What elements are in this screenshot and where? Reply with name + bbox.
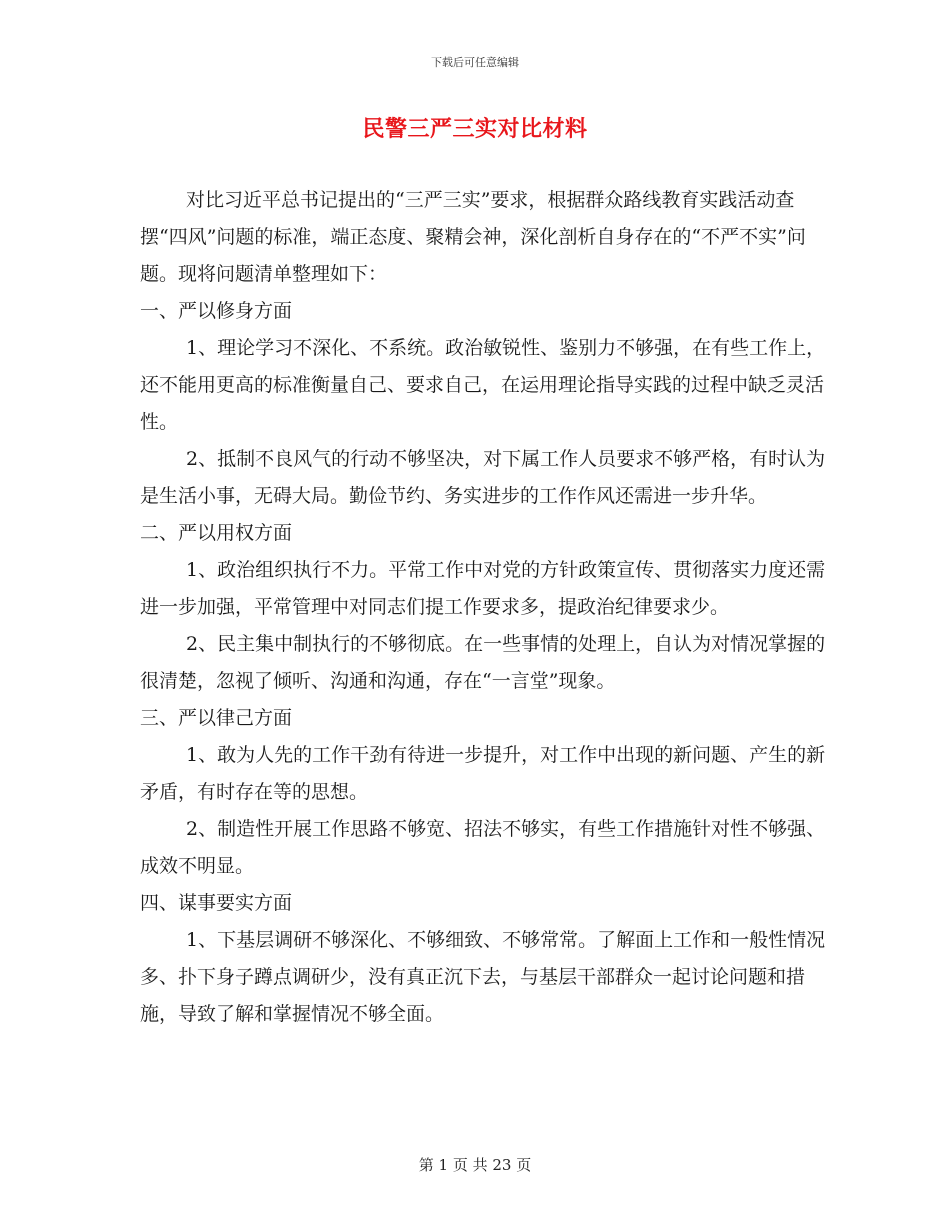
- list-item: 2、民主集中制执行的不够彻底。在一些事情的处理上，自认为对情况掌握的很清楚，忽视了倾听、沟通和沟通，存在“一言堂”现象。: [140, 633, 826, 692]
- list-item: 2、抵制不良风气的行动不够坚决，对下属工作人员要求不够严格，有时认为是生活小事，无碍大局。勤俭节约、务实进步的工作作风还需进一步升华。: [140, 448, 826, 507]
- section-heading-2: 二、严以用权方面: [140, 522, 293, 544]
- document-body: [140, 182, 830, 1033]
- intro-paragraph: 对比习近平总书记提出的“三严三实”要求，根据群众路线教育实践活动查摆“四风”问题的标准，端正态度、聚精会神，深化剖析自身存在的“不严不实”问题。现将问题清单整理如下：: [140, 189, 806, 285]
- header-note: 下载后可任意编辑: [431, 56, 519, 69]
- page-indicator: 第 1 页 共 23 页: [418, 1156, 532, 1174]
- list-item: 1、理论学习不深化、不系统。政治敏锐性、鉴别力不够强，在有些工作上，还不能用更高的标准衡量自己、要求自己，在运用理论指导实践的过程中缺乏灵活性。: [140, 337, 826, 433]
- list-item: 1、下基层调研不够深化、不够细致、不够常常。了解面上工作和一般性情况多、扑下身子蹲点调研少，没有真正沉下去，与基层干部群众一起讨论问题和措施，导致了解和掌握情况不够全面。: [140, 929, 826, 1025]
- section-heading-1: 一、严以修身方面: [140, 300, 293, 322]
- list-item: 1、政治组织执行不力。平常工作中对党的方针政策宣传、贯彻落实力度还需进一步加强，平常管理中对同志们提工作要求多，提政治纪律要求少。: [140, 559, 826, 618]
- section-heading-3: 三、严以律己方面: [140, 707, 293, 729]
- section-heading-4: 四、谋事要实方面: [140, 892, 293, 914]
- list-item: 2、制造性开展工作思路不够宽、招法不够实，有些工作措施针对性不够强、成效不明显。: [140, 818, 826, 877]
- list-item: 1、敢为人先的工作干劲有待进一步提升，对工作中出现的新问题、产生的新矛盾，有时存在等的思想。: [140, 744, 826, 803]
- document-title: 民警三严三实对比材料: [362, 116, 588, 142]
